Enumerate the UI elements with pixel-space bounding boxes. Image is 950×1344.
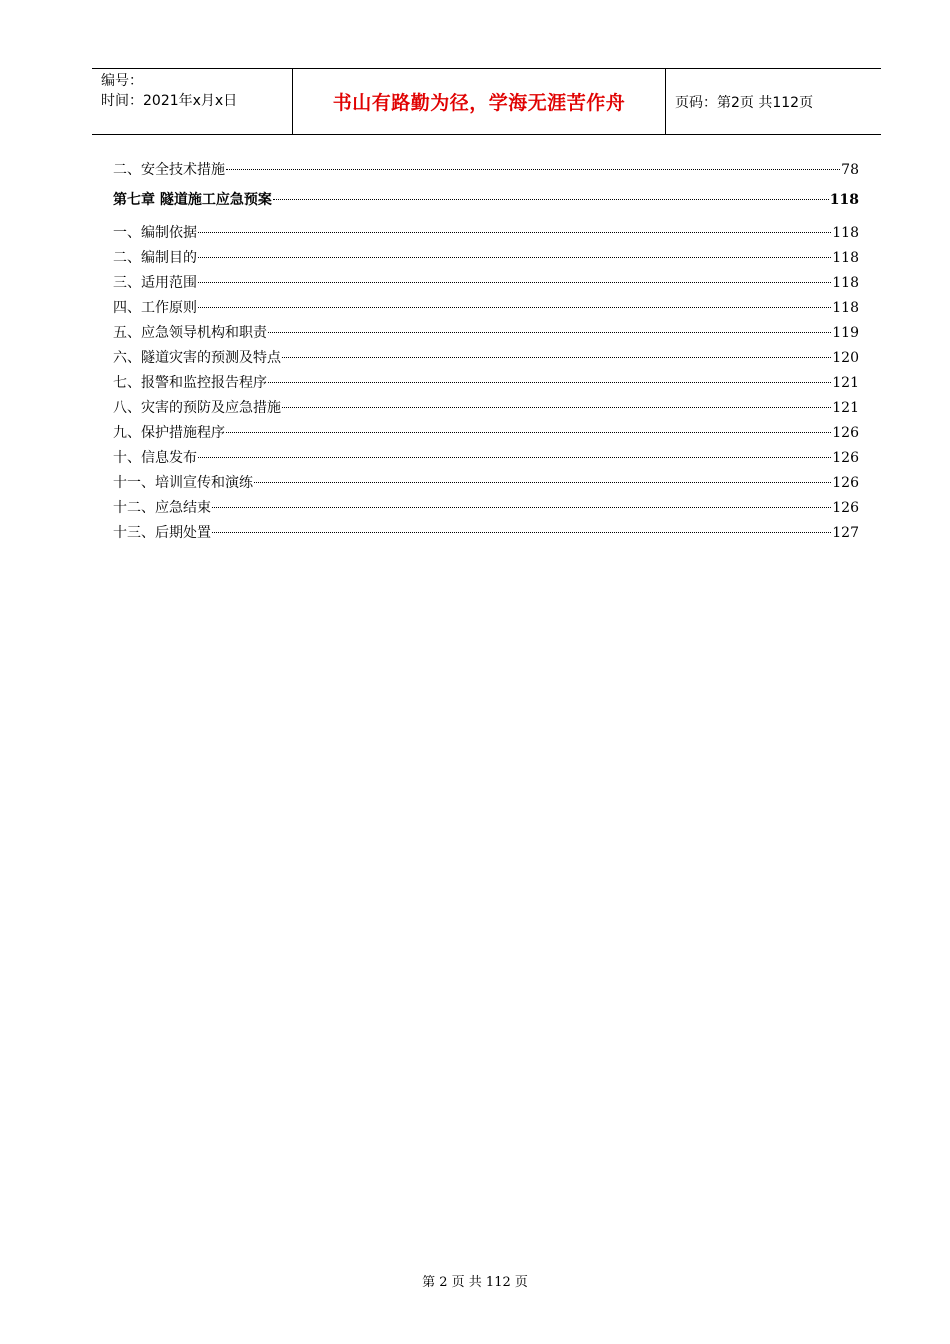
toc-entry-title: 十一、培训宣传和演练 [113, 475, 253, 491]
toc-entry-title: 十三、后期处置 [113, 525, 211, 541]
toc-entry-title: 二、安全技术措施 [113, 162, 225, 178]
toc-leader-dots [273, 199, 829, 200]
toc-entry[interactable] [113, 496, 859, 521]
toc-leader-dots [212, 532, 831, 533]
toc-entry-title: 一、编制依据 [113, 225, 197, 241]
document-number-label: 编号： [101, 73, 143, 89]
toc-entry[interactable] [113, 421, 859, 446]
toc-leader-dots [282, 407, 831, 408]
toc-entry-title: 十、信息发布 [113, 450, 197, 466]
toc-entry-page: 120 [832, 350, 859, 366]
toc-entry[interactable] [113, 246, 859, 271]
toc-entry-page: 121 [832, 375, 859, 391]
toc-chapter-entry[interactable] [113, 188, 859, 213]
toc-entry-page: 126 [832, 500, 859, 516]
toc-entry[interactable] [113, 271, 859, 296]
toc-leader-dots [226, 432, 831, 433]
toc-leader-dots [198, 257, 831, 258]
toc-entry-page: 126 [832, 475, 859, 491]
header-page-info: 页码：第2页 共112页 [675, 94, 814, 111]
header-motto: 书山有路勤为径，学海无涯苦作舟 [292, 69, 666, 134]
toc-leader-dots [254, 482, 831, 483]
toc-entry-page: 118 [832, 250, 859, 266]
toc-entry[interactable] [113, 521, 859, 546]
page-footer: 第 2 页 共 112 页 [422, 1275, 528, 1290]
toc-entry-title: 五、应急领导机构和职责 [113, 325, 267, 341]
toc-leader-dots [268, 332, 831, 333]
toc-entry-page: 78 [841, 162, 859, 178]
toc-leader-dots [268, 382, 831, 383]
toc-entry[interactable] [113, 346, 859, 371]
toc-leader-dots [198, 232, 831, 233]
toc-entry-page: 126 [832, 425, 859, 441]
toc-entry[interactable] [113, 371, 859, 396]
toc-leader-dots [198, 457, 831, 458]
toc-entry-title: 第七章 隧道施工应急预案 [113, 192, 272, 208]
header-meta [92, 69, 292, 134]
toc-entry-page: 118 [829, 192, 859, 208]
page-header [92, 68, 881, 135]
toc-leader-dots [226, 169, 840, 170]
toc-entry[interactable] [113, 321, 859, 346]
table-of-contents [113, 158, 859, 546]
toc-entry-title: 八、灾害的预防及应急措施 [113, 400, 281, 416]
document-time-label: 时间：2021年x月x日 [101, 93, 238, 109]
toc-leader-dots [282, 357, 831, 358]
toc-leader-dots [212, 507, 831, 508]
toc-entry[interactable] [113, 158, 859, 183]
toc-entry[interactable] [113, 221, 859, 246]
toc-entry-page: 126 [832, 450, 859, 466]
toc-entry-page: 119 [832, 325, 859, 341]
toc-entry-page: 127 [832, 525, 859, 541]
toc-leader-dots [198, 307, 831, 308]
toc-entry-title: 七、报警和监控报告程序 [113, 375, 267, 391]
toc-entry-title: 二、编制目的 [113, 250, 197, 266]
toc-entry[interactable] [113, 396, 859, 421]
toc-entry-title: 三、适用范围 [113, 275, 197, 291]
toc-entry-title: 四、工作原则 [113, 300, 197, 316]
toc-entry-title: 六、隧道灾害的预测及特点 [113, 350, 281, 366]
toc-entry-page: 118 [832, 225, 859, 241]
toc-entry[interactable] [113, 471, 859, 496]
toc-entry-page: 121 [832, 400, 859, 416]
toc-entry-page: 118 [832, 300, 859, 316]
toc-entry[interactable] [113, 446, 859, 471]
toc-leader-dots [198, 282, 831, 283]
toc-entry-page: 118 [832, 275, 859, 291]
toc-entry-title: 十二、应急结束 [113, 500, 211, 516]
toc-entry-title: 九、保护措施程序 [113, 425, 225, 441]
toc-entry[interactable] [113, 296, 859, 321]
